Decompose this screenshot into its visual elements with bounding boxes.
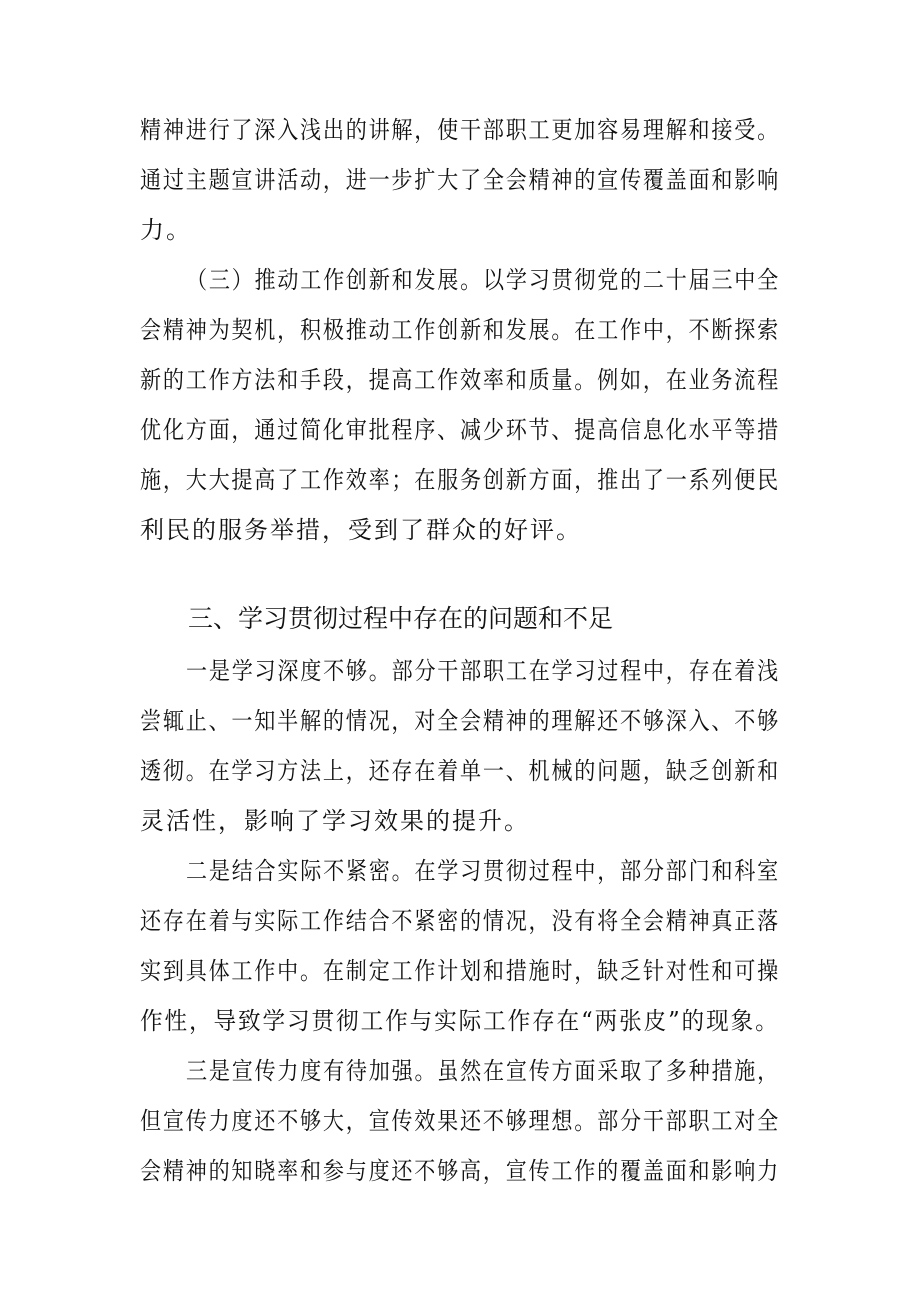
paragraph-line: 新的工作方法和手段，提高工作效率和质量。例如，在业务流程 <box>140 366 780 394</box>
paragraph-line: 会精神为契机，积极推动工作创新和发展。在工作中，不断探索 <box>140 316 780 344</box>
paragraph-line: 二是结合实际不紧密。在学习贯彻过程中，部分部门和科室 <box>186 857 781 885</box>
paragraph-line: 优化方面，通过简化审批程序、减少环节、提高信息化水平等措 <box>140 416 780 444</box>
section-heading: 三、学习贯彻过程中存在的问题和不足 <box>188 604 614 633</box>
paragraph-line: 三是宣传力度有待加强。虽然在宣传方面采取了多种措施， <box>186 1057 781 1085</box>
paragraph-line: 会精神的知晓率和参与度还不够高，宣传工作的覆盖面和影响力 <box>140 1157 780 1185</box>
paragraph-line: （三）推动工作创新和发展。以学习贯彻党的二十届三中全 <box>186 266 781 294</box>
paragraph-line: 通过主题宣讲活动，进一步扩大了全会精神的宣传覆盖面和影响 <box>140 166 780 194</box>
paragraph-line: 灵活性，影响了学习效果的提升。 <box>140 807 530 835</box>
paragraph-line: 透彻。在学习方法上，还存在着单一、机械的问题，缺乏创新和 <box>140 757 780 785</box>
paragraph-line: 作性，导致学习贯彻工作与实际工作存在“两张皮”的现象。 <box>140 1007 780 1035</box>
paragraph-line: 一是学习深度不够。部分干部职工在学习过程中，存在着浅 <box>186 657 781 685</box>
paragraph-line: 但宣传力度还不够大，宣传效果还不够理想。部分干部职工对全 <box>140 1107 780 1135</box>
paragraph-line: 还存在着与实际工作结合不紧密的情况，没有将全会精神真正落 <box>140 907 780 935</box>
paragraph-line: 力。 <box>140 216 192 244</box>
paragraph-line: 尝辄止、一知半解的情况，对全会精神的理解还不够深入、不够 <box>140 707 780 735</box>
paragraph-line: 利民的服务举措，受到了群众的好评。 <box>140 516 582 544</box>
paragraph-line: 实到具体工作中。在制定工作计划和措施时，缺乏针对性和可操 <box>140 957 780 985</box>
paragraph-line: 施，大大提高了工作效率；在服务创新方面，推出了一系列便民 <box>140 466 780 494</box>
paragraph-line: 精神进行了深入浅出的讲解，使干部职工更加容易理解和接受。 <box>140 116 780 144</box>
